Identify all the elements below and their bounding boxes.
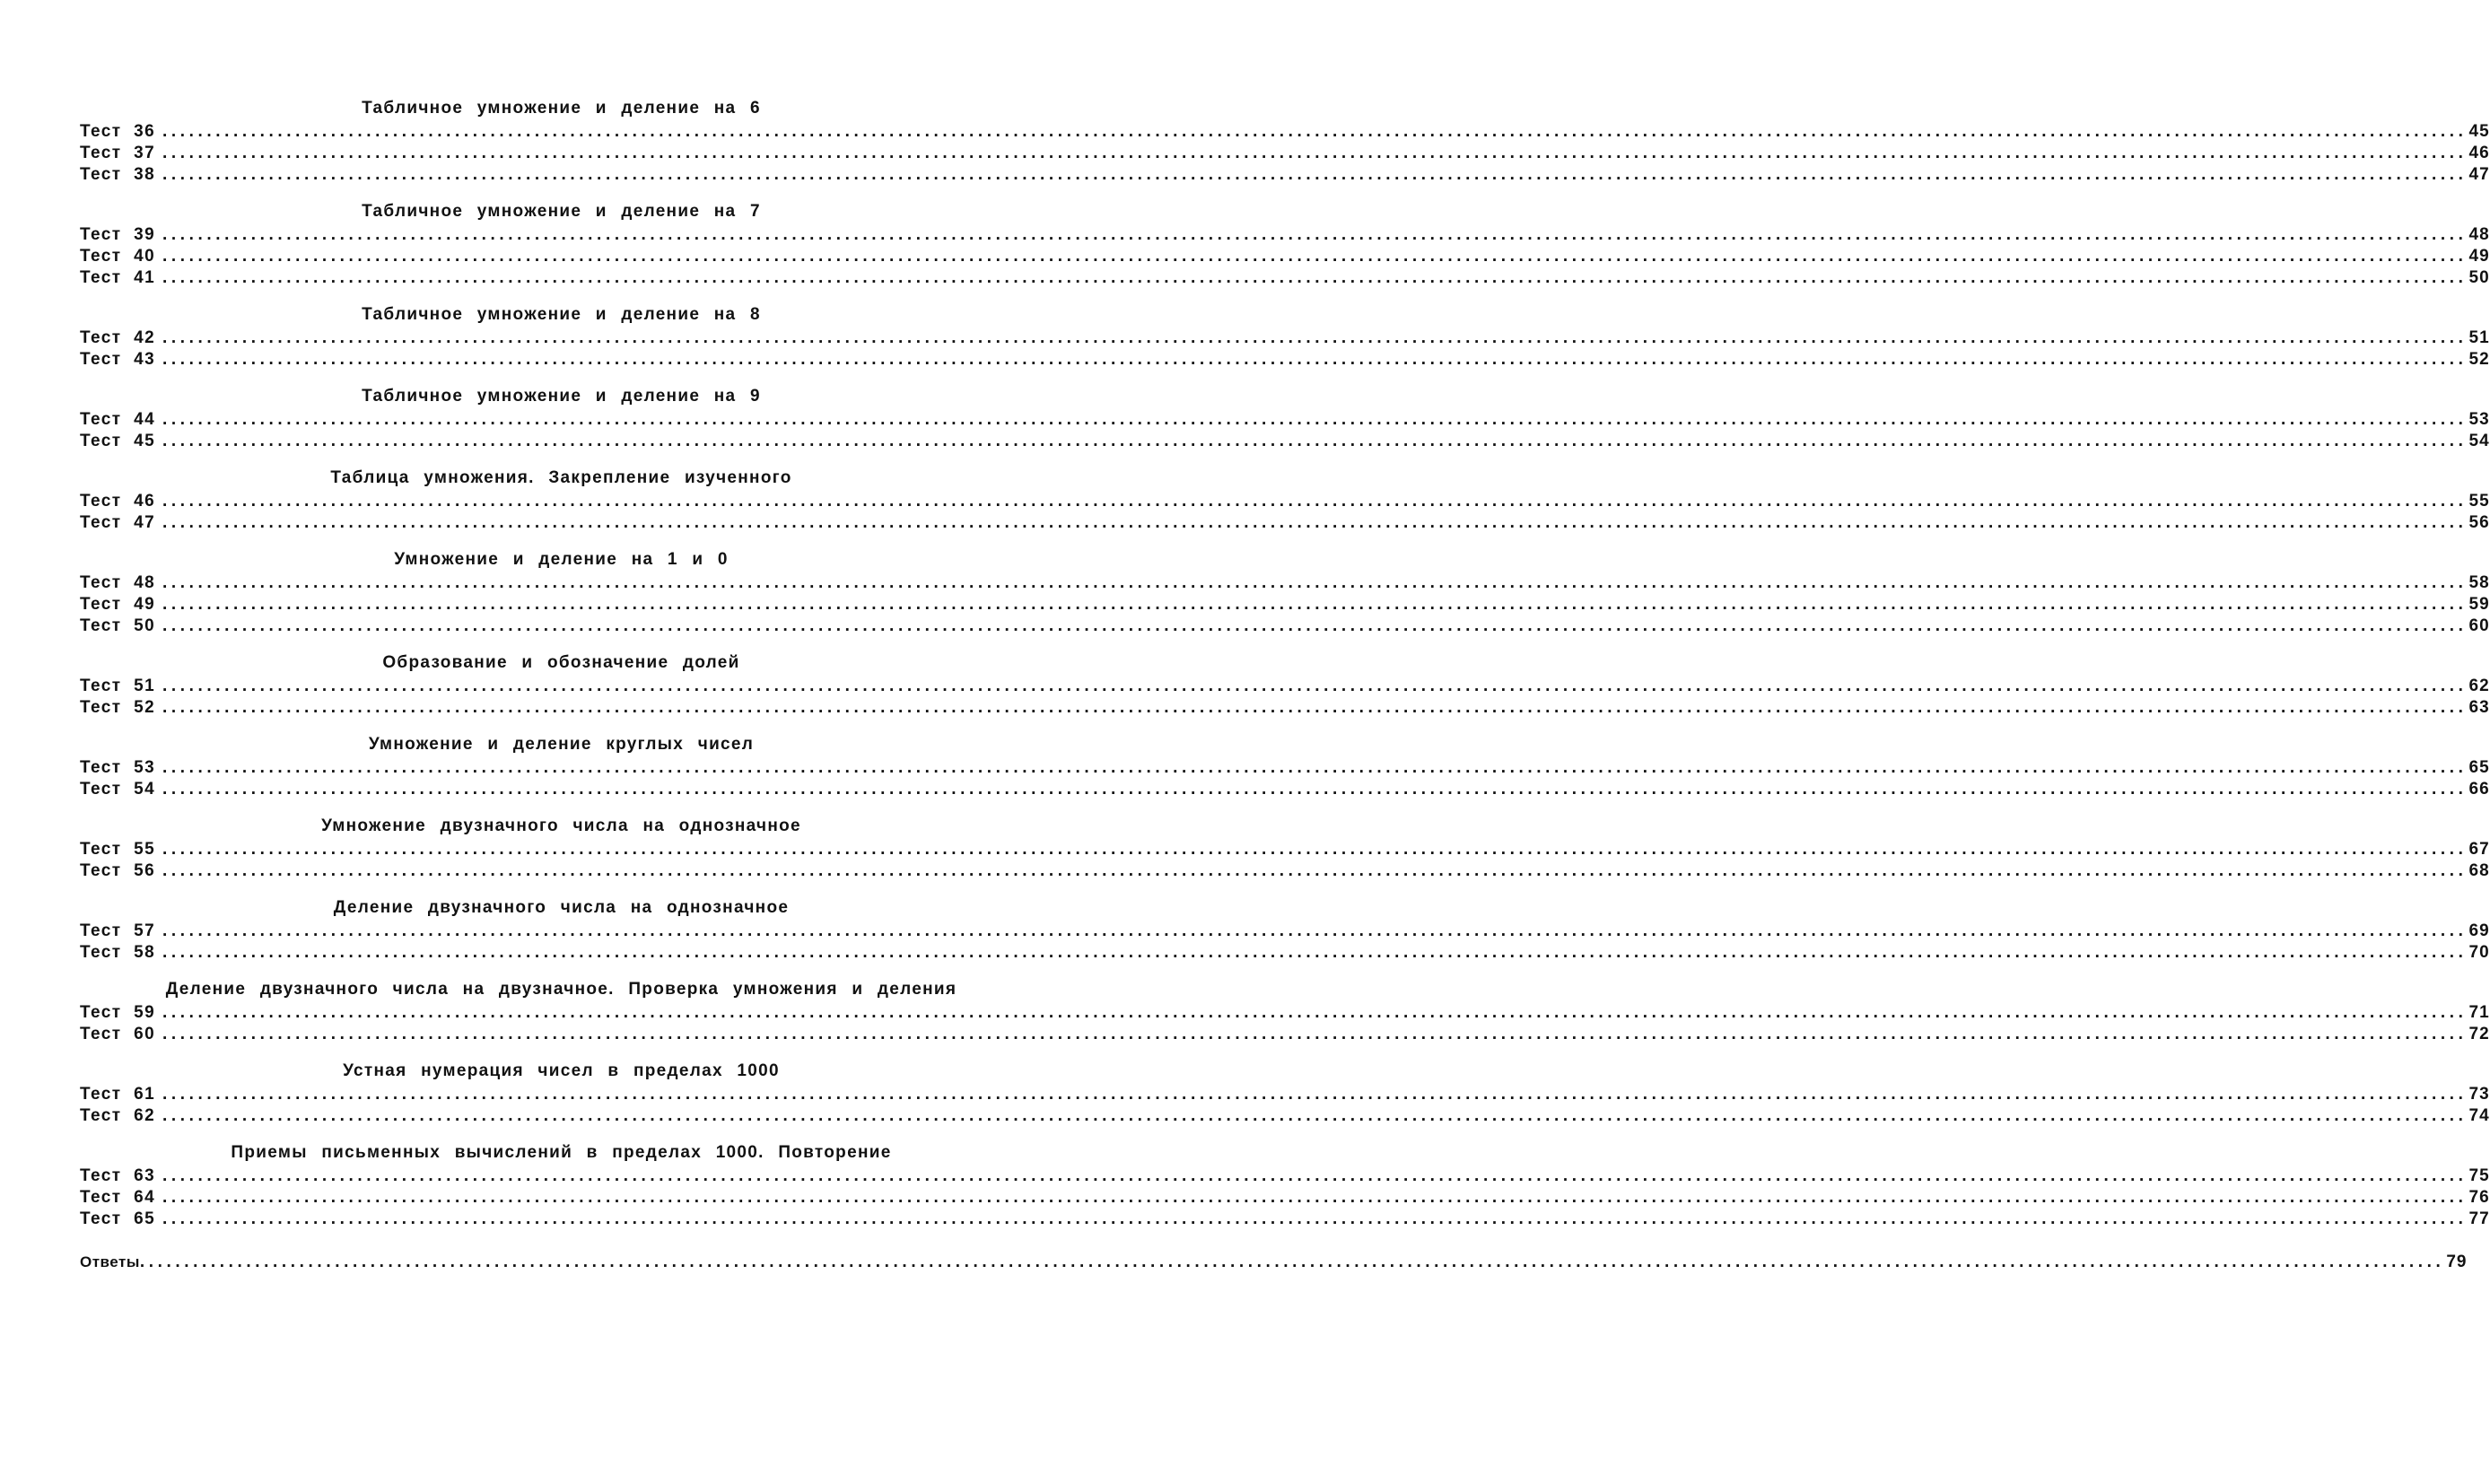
toc-section <box>80 384 2490 452</box>
dot-leader: .................................................................................................................................................................................................................................................................... <box>162 225 2468 244</box>
section-title: Табличное умножение и деление на 7 <box>362 202 761 221</box>
toc-entry[interactable] <box>80 1024 2490 1045</box>
dot-leader: .................................................................................................................................................................................................................................................................... <box>162 122 2468 141</box>
page-number: 52 <box>2468 350 2490 369</box>
toc-entry-label: Тест 42 <box>80 328 156 347</box>
page-number: 55 <box>2468 492 2490 511</box>
toc-entry[interactable] <box>80 757 2490 779</box>
section-title: Табличное умножение и деление на 6 <box>362 99 761 118</box>
page-number: 79 <box>2446 1253 2468 1271</box>
page-number: 60 <box>2468 616 2490 635</box>
page-number: 62 <box>2468 677 2490 695</box>
toc-entry[interactable] <box>80 1252 2468 1273</box>
toc-entry-label: Тест 54 <box>80 780 156 799</box>
toc-entry[interactable] <box>80 860 2490 882</box>
page-number: 50 <box>2468 268 2490 287</box>
toc-entry[interactable] <box>80 512 2490 534</box>
toc-entry[interactable] <box>80 349 2490 371</box>
section-title: Образование и обозначение долей <box>382 653 740 672</box>
toc-entry-label: Тест 63 <box>80 1166 156 1185</box>
toc-entry[interactable] <box>80 1209 2490 1230</box>
toc-entry-label: Тест 56 <box>80 861 156 880</box>
toc-entry[interactable] <box>80 409 2490 431</box>
dot-leader: .................................................................................................................................................................................................................................................................... <box>162 432 2468 450</box>
dot-leader: .................................................................................................................................................................................................................................................................... <box>162 410 2468 429</box>
page-number: 54 <box>2468 432 2490 450</box>
toc-entry[interactable] <box>80 779 2490 800</box>
dot-leader: .................................................................................................................................................................................................................................................................... <box>162 350 2468 369</box>
page-number: 48 <box>2468 225 2490 244</box>
toc-entry-label: Тест 60 <box>80 1025 156 1043</box>
page-number: 63 <box>2468 698 2490 717</box>
toc-entry[interactable] <box>80 676 2490 697</box>
toc-section <box>80 96 2490 186</box>
page-number: 76 <box>2468 1188 2490 1207</box>
toc-section <box>80 547 2490 637</box>
toc-entry[interactable] <box>80 1165 2490 1187</box>
section-title: Таблица умножения. Закрепление изученного <box>330 468 792 487</box>
page-number: 66 <box>2468 780 2490 799</box>
dot-leader: .................................................................................................................................................................................................................................................................... <box>162 698 2468 717</box>
section-title: Деление двузначного числа на однозначное <box>333 898 790 917</box>
toc-entry[interactable] <box>80 491 2490 512</box>
toc-entry-label: Тест 49 <box>80 595 156 614</box>
toc-entry[interactable] <box>80 1084 2490 1105</box>
toc-section <box>80 302 2490 371</box>
toc-entry[interactable] <box>80 246 2490 267</box>
toc-section <box>80 1059 2490 1127</box>
page-number: 53 <box>2468 410 2490 429</box>
toc-entry-label: Тест 37 <box>80 144 156 162</box>
section-title: Табличное умножение и деление на 8 <box>362 305 761 324</box>
section-title: Умножение и деление круглых чисел <box>368 735 755 754</box>
toc-entry[interactable] <box>80 594 2490 615</box>
dot-leader: .................................................................................................................................................................................................................................................................... <box>162 616 2468 635</box>
toc-entry-label: Тест 36 <box>80 122 156 141</box>
page-number: 47 <box>2468 165 2490 184</box>
toc-entry[interactable] <box>80 615 2490 637</box>
toc-entry[interactable] <box>80 572 2490 594</box>
toc-entry-label: Тест 47 <box>80 513 156 532</box>
toc-entry[interactable] <box>80 942 2490 964</box>
toc-entry[interactable] <box>80 921 2490 942</box>
toc-entry[interactable] <box>80 839 2490 860</box>
dot-leader: .................................................................................................................................................................................................................................................................... <box>162 861 2468 880</box>
section-title: Устная нумерация чисел в пределах 1000 <box>343 1061 780 1080</box>
toc-entry-label: Тест 62 <box>80 1106 156 1125</box>
dot-leader: .................................................................................................................................................................................................................................................................... <box>162 1085 2468 1104</box>
dot-leader: .................................................................................................................................................................................................................................................................... <box>162 943 2468 962</box>
toc-entry-label: Тест 45 <box>80 432 156 450</box>
section-title: Деление двузначного числа на двузначное. Проверка умножения и деления <box>165 980 957 999</box>
toc-entry-label: Тест 57 <box>80 921 156 940</box>
dot-leader: .................................................................................................................................................................................................................................................................... <box>162 247 2468 266</box>
toc-entry-label: Тест 55 <box>80 840 156 859</box>
toc-entry[interactable] <box>80 267 2490 289</box>
toc-entry-label: Тест 65 <box>80 1209 156 1228</box>
page-number: 59 <box>2468 595 2490 614</box>
toc-section <box>80 814 2490 882</box>
toc-entry-label: Тест 39 <box>80 225 156 244</box>
toc-entry-label: Тест 40 <box>80 247 156 266</box>
dot-leader: .................................................................................................................................................................................................................................................................... <box>162 573 2468 592</box>
page-number: 73 <box>2468 1085 2490 1104</box>
toc-entry-label: Тест 44 <box>80 410 156 429</box>
page-number: 45 <box>2468 122 2490 141</box>
page-number: 49 <box>2468 247 2490 266</box>
dot-leader: .................................................................................................................................................................................................................................................................... <box>162 144 2468 162</box>
toc-entry-label: Тест 38 <box>80 165 156 184</box>
dot-leader: .................................................................................................................................................................................................................................................................... <box>162 513 2468 532</box>
toc-entry-label: Тест 48 <box>80 573 156 592</box>
toc-section <box>80 895 2490 964</box>
toc-entry[interactable] <box>80 164 2490 186</box>
toc-section <box>80 199 2490 289</box>
toc-entry-label: Тест 53 <box>80 758 156 777</box>
toc-entry-label: Тест 43 <box>80 350 156 369</box>
section-title: Умножение и деление на 1 и 0 <box>394 550 729 569</box>
dot-leader: .................................................................................................................................................................................................................................................................... <box>162 1166 2468 1185</box>
section-title: Табличное умножение и деление на 9 <box>362 387 761 406</box>
page-number: 46 <box>2468 144 2490 162</box>
page-number: 68 <box>2468 861 2490 880</box>
dot-leader: .................................................................................................................................................................................................................................................................... <box>162 1209 2468 1228</box>
dot-leader: .................................................................................................................................................................................................................................................................... <box>162 328 2468 347</box>
dot-leader: .................................................................................................................................................................................................................................................................... <box>162 1106 2468 1125</box>
toc-entry[interactable] <box>80 697 2490 719</box>
dot-leader: .................................................................................................................................................................................................................................................................... <box>162 268 2468 287</box>
toc-section <box>80 650 2490 719</box>
page-number: 67 <box>2468 840 2490 859</box>
page-number: 75 <box>2468 1166 2490 1185</box>
toc-section <box>80 977 2490 1045</box>
dot-leader: .................................................................................................................................................................................................................................................................... <box>162 840 2468 859</box>
dot-leader: .................................................................................................................................................................................................................................................................... <box>162 780 2468 799</box>
toc-entry-label: Ответы <box>80 1253 140 1270</box>
page-number: 51 <box>2468 328 2490 347</box>
toc-entry[interactable] <box>80 327 2490 349</box>
toc-entry-label: Тест 52 <box>80 698 156 717</box>
page-number: 56 <box>2468 513 2490 532</box>
toc-entry[interactable] <box>80 143 2490 164</box>
toc-entry-label: Тест 64 <box>80 1188 156 1207</box>
toc-entry-label: Тест 41 <box>80 268 156 287</box>
page-number: 69 <box>2468 921 2490 940</box>
dot-leader: .................................................................................................................................................................................................................................................................... <box>162 165 2468 184</box>
page-number: 72 <box>2468 1025 2490 1043</box>
toc-section <box>80 1140 2490 1230</box>
page-number: 74 <box>2468 1106 2490 1125</box>
toc-entry-label: Тест 58 <box>80 943 156 962</box>
table-of-contents <box>80 96 2490 1273</box>
page-number: 70 <box>2468 943 2490 962</box>
toc-entry-label: Тест 50 <box>80 616 156 635</box>
toc-section <box>80 466 2490 534</box>
page-number: 65 <box>2468 758 2490 777</box>
dot-leader: .................................................................................................................................................................................................................................................................... <box>139 1253 2445 1271</box>
dot-leader: .................................................................................................................................................................................................................................................................... <box>162 595 2468 614</box>
page-number: 71 <box>2468 1003 2490 1022</box>
toc-section <box>80 732 2490 800</box>
toc-entry[interactable] <box>80 1002 2490 1024</box>
dot-leader: .................................................................................................................................................................................................................................................................... <box>162 492 2468 511</box>
dot-leader: .................................................................................................................................................................................................................................................................... <box>162 1003 2468 1022</box>
page-number: 77 <box>2468 1209 2490 1228</box>
dot-leader: .................................................................................................................................................................................................................................................................... <box>162 1188 2468 1207</box>
page-number: 58 <box>2468 573 2490 592</box>
toc-entry[interactable] <box>80 1187 2490 1209</box>
dot-leader: .................................................................................................................................................................................................................................................................... <box>162 921 2468 940</box>
toc-entry-label: Тест 61 <box>80 1085 156 1104</box>
section-title: Умножение двузначного числа на однозначное <box>321 816 801 835</box>
toc-entry[interactable] <box>80 431 2490 452</box>
dot-leader: .................................................................................................................................................................................................................................................................... <box>162 1025 2468 1043</box>
toc-entry-label: Тест 51 <box>80 677 156 695</box>
toc-entry[interactable] <box>80 224 2490 246</box>
dot-leader: .................................................................................................................................................................................................................................................................... <box>162 677 2468 695</box>
toc-entry-label: Тест 46 <box>80 492 156 511</box>
toc-entry-label: Тест 59 <box>80 1003 156 1022</box>
section-title: Приемы письменных вычислений в пределах 1000. Повторение <box>231 1143 892 1162</box>
toc-entry[interactable] <box>80 1105 2490 1127</box>
dot-leader: .................................................................................................................................................................................................................................................................... <box>162 758 2468 777</box>
toc-entry[interactable] <box>80 121 2490 143</box>
